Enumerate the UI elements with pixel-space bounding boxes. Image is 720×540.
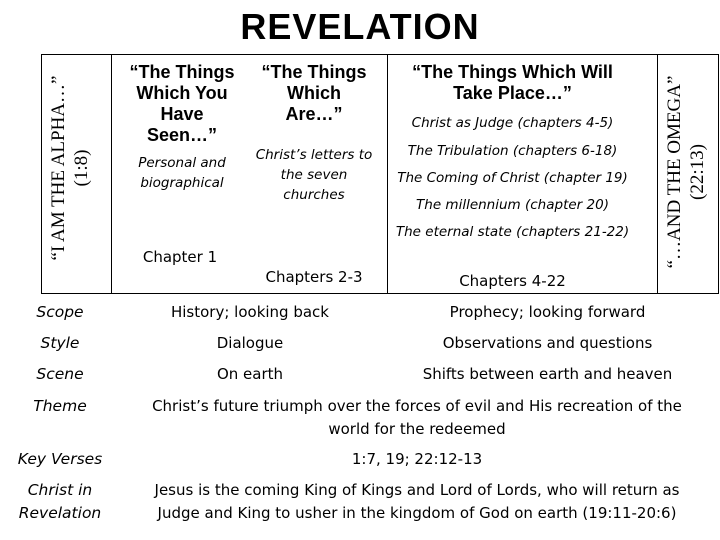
list-item: The Tribulation (chapters 6-18): [407, 143, 618, 159]
theme-line: Christ’s future triumph over the forces of evil and His recreation of the: [152, 397, 682, 415]
list-item: The millennium (chapter 20): [416, 197, 609, 213]
christ-line: Jesus is the coming King of Kings and Lord of Lords, who will return as: [154, 481, 680, 499]
row-label-style: Style: [40, 334, 80, 352]
alpha-text: “I AM THE ALPHA…”: [48, 75, 69, 261]
omega-text: “…AND THE OMEGA”: [664, 75, 685, 269]
column-2-heading: [248, 62, 380, 125]
christ-in-revelation-value: [122, 479, 712, 525]
column-2-chapters: Chapters 2-3: [265, 268, 363, 286]
list-item: The eternal state (chapters 21-22): [395, 224, 630, 240]
heading-line: “The Things: [129, 62, 235, 82]
alpha-ref: (1:8): [71, 149, 92, 187]
column-1-chapters: Chapter 1: [142, 248, 218, 266]
description-line: Christ’s letters to: [255, 147, 373, 163]
heading-line: Take Place…”: [453, 83, 572, 103]
list-item: Christ as Judge (chapters 4-5): [411, 115, 614, 131]
description-line: the seven: [280, 167, 348, 183]
column-2-description: [248, 145, 380, 205]
label-line: Christ in: [27, 481, 93, 499]
description-line: churches: [283, 187, 345, 203]
heading-line: Are…”: [285, 104, 343, 124]
heading-line: Seen…”: [146, 125, 218, 145]
description-line: Personal and: [138, 155, 226, 171]
omega-side-label: [663, 76, 709, 269]
christ-line: Judge and King to usher in the kingdom of God on earth (19:11-20:6): [157, 504, 677, 522]
heading-line: Have: [160, 104, 204, 124]
style-right-value: Observations and questions: [442, 334, 653, 352]
page-title: REVELATION: [240, 6, 480, 47]
row-label-scope: Scope: [36, 303, 84, 321]
row-label-christ-in-revelation: [0, 479, 120, 525]
column-3-chapters: Chapters 4-22: [459, 272, 566, 290]
label-line: Revelation: [18, 504, 102, 522]
scene-right-value: Shifts between earth and heaven: [422, 365, 673, 383]
key-verses-value: 1:7, 19; 22:12-13: [351, 450, 483, 468]
scope-right-value: Prophecy; looking forward: [449, 303, 646, 321]
heading-line: “The Things: [261, 62, 367, 82]
scope-left-value: History; looking back: [170, 303, 329, 321]
omega-ref: (22:13): [687, 144, 708, 200]
row-label-theme: Theme: [33, 397, 87, 415]
heading-line: Which You: [136, 83, 228, 103]
column-1-description: [112, 153, 252, 193]
heading-line: Which: [287, 83, 341, 103]
theme-value: [122, 395, 712, 441]
column-3-heading: [385, 62, 640, 104]
alpha-side-label: [47, 76, 93, 261]
row-label-scene: Scene: [36, 365, 84, 383]
theme-line: world for the redeemed: [328, 420, 506, 438]
list-item: The Coming of Christ (chapter 19): [397, 170, 628, 186]
scene-left-value: On earth: [216, 365, 284, 383]
row-label-key-verses: Key Verses: [17, 450, 103, 468]
column-1-heading: [112, 62, 252, 146]
divider-right: [657, 55, 658, 293]
description-line: biographical: [140, 175, 224, 191]
style-left-value: Dialogue: [216, 334, 284, 352]
heading-line: “The Things Which Will: [412, 62, 613, 82]
